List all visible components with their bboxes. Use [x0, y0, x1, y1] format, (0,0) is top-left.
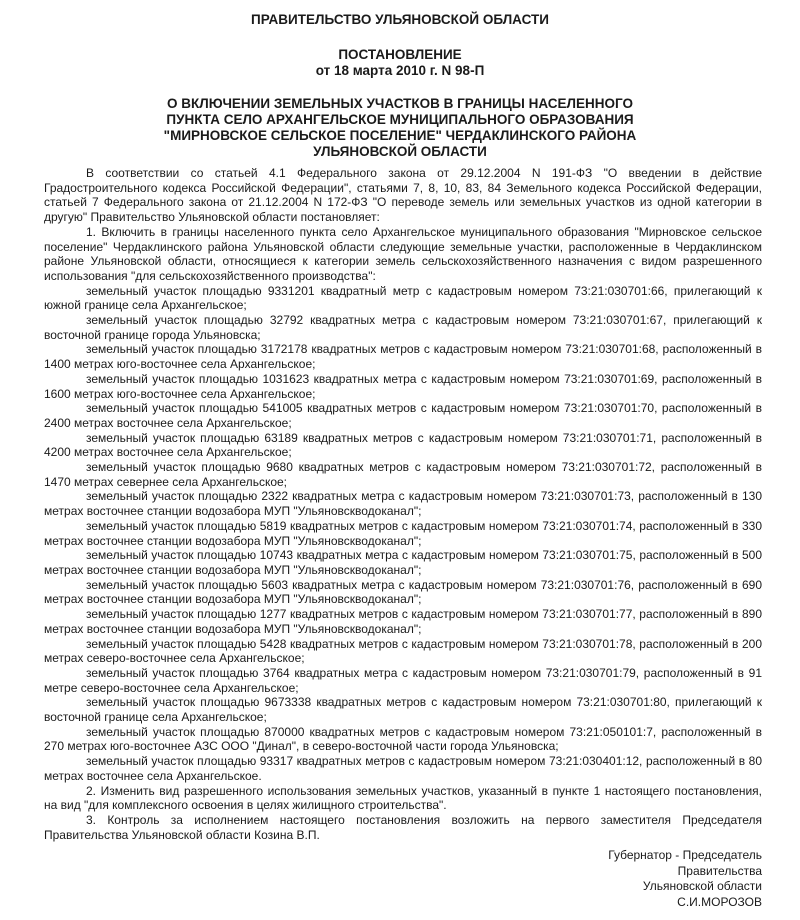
issuing-authority: ПРАВИТЕЛЬСТВО УЛЬЯНОВСКОЙ ОБЛАСТИ — [251, 12, 549, 27]
land-plot-item: земельный участок площадью 9331201 квадратный метр с кадастровым номером 73:21:030701:66, прилегающий к южной границе села Архангельское; — [44, 283, 762, 313]
land-plot-item: земельный участок площадью 5428 квадратных метров с кадастровым номером 73:21:030701:78, расположенный в 200 метрах северо-восточнее села Архангельское; — [44, 636, 762, 666]
land-plot-item: земельный участок площадью 32792 квадратных метра с кадастровым номером 73:21:030701:67, прилегающий к восточной границе города Ульяновска; — [44, 313, 762, 342]
land-plot-item: земельный участок площадью 5819 квадратных метров с кадастровым номером 73:21:030701:74, расположенный в 330 метрах восточнее станции водозабора МУП "Ульяновскводоканал"; — [44, 518, 762, 548]
title-line: "МИРНОВСКОЕ СЕЛЬСКОЕ ПОСЕЛЕНИЕ" ЧЕРДАКЛИНСКОГО РАЙОНА — [163, 128, 637, 143]
land-plot-item: земельный участок площадью 3764 квадратных метра с кадастровым номером 73:21:030701:79, расположенный в 91 метре северо-восточнее села Архангельское; — [44, 665, 762, 695]
land-plot-item: земельный участок площадью 9673338 квадратных метров с кадастровым номером 73:21:030701:80, прилегающий к восточной границе села Архангельское; — [44, 695, 762, 725]
title-line: О ВКЛЮЧЕНИИ ЗЕМЕЛЬНЫХ УЧАСТКОВ В ГРАНИЦЫ НАСЕЛЕННОГО — [166, 96, 634, 111]
title-line: ПУНКТА СЕЛО АРХАНГЕЛЬСКОЕ МУНИЦИПАЛЬНОГО ОБРАЗОВАНИЯ — [166, 112, 634, 127]
land-plot-item: земельный участок площадью 2322 квадратных метра с кадастровым номером 73:21:030701:73, расположенный в 130 метрах восточнее станции водозабора МУП "Ульяновскводоканал"; — [44, 489, 762, 519]
document-type: ПОСТАНОВЛЕНИЕ — [338, 47, 462, 62]
document-title — [0, 96, 800, 160]
signatory-name: С.И.МОРОЗОВ — [677, 894, 762, 909]
land-plot-item: земельный участок площадью 10743 квадратных метра с кадастровым номером 73:21:030701:75, расположенный в 500 метрах восточнее станции водозабора МУП "Ульяновскводоканал"; — [44, 548, 762, 577]
land-plot-item: земельный участок площадью 541005 квадратных метров с кадастровым номером 73:21:030701:70, расположенный в 2400 метрах восточнее села Архангельское; — [44, 401, 762, 430]
title-line: УЛЬЯНОВСКОЙ ОБЛАСТИ — [313, 144, 487, 159]
land-plot-item: земельный участок площадью 870000 квадратных метров с кадастровым номером 73:21:050101:7, расположенный в 270 метрах юго-восточнее АЗС ООО "Динал", в северо-восточной части города Ульяновска; — [44, 724, 762, 754]
point-1-paragraph: 1. Включить в границы населенного пункта село Архангельское муниципального образования "Мирновское сельское поселение" Чердаклинского района Ульяновской области следующие земельные участки, расположенные в Чердаклинском районе Ульяновской области, относящиеся к категории земель сельскохозяйственного назначения с видом разрешенного использования "для сельскохозяйственного производства": — [44, 224, 762, 283]
document-date-number: от 18 марта 2010 г. N 98-П — [315, 63, 485, 78]
point-2-paragraph: 2. Изменить вид разрешенного использования земельных участков, указанный в пункте 1 настоящего постановления, на вид "для комплексного освоения в целях жилищного строительства". — [44, 783, 762, 813]
signature-line: Правительства — [677, 863, 762, 878]
signature-block — [608, 848, 762, 910]
land-plot-item: земельный участок площадью 1031623 квадратных метра с кадастровым номером 73:21:030701:69, расположенный в 1600 метрах юго-восточнее села Архангельское; — [44, 371, 762, 401]
preamble-paragraph: В соответствии со статьей 4.1 Федерального закона от 29.12.2004 N 191-ФЗ "О введении в действие Градостроительного кодекса Российской Федерации", статьями 7, 8, 10, 83, 84 Земельного кодекса Российской Федерации, статьей 7 Федерального закона от 21.12.2004 N 172-ФЗ "О переводе земель или земельных участков из одной категории в другую" Правительство Ульяновской области постановляет: — [44, 166, 762, 225]
signature-line: Ульяновской области — [642, 879, 762, 893]
signature-line: Губернатор - Председатель — [608, 848, 762, 862]
document-body — [44, 166, 762, 842]
land-plot-item: земельный участок площадью 9680 квадратных метров с кадастровым номером 73:21:030701:72, расположенный в 1470 метрах севернее села Архангельское; — [44, 460, 762, 489]
land-plot-item: земельный участок площадью 3172178 квадратных метров с кадастровым номером 73:21:030701:68, расположенный в 1400 метрах юго-восточнее села Архангельское; — [44, 342, 762, 372]
land-plot-item: земельный участок площадью 63189 квадратных метров с кадастровым номером 73:21:030701:71, расположенный в 4200 метрах восточнее села Архангельское; — [44, 430, 762, 460]
land-plot-item: земельный участок площадью 93317 квадратных метров с кадастровым номером 73:21:030401:12, расположенный в 80 метрах восточнее села Архангельское. — [44, 754, 762, 783]
point-3-paragraph: 3. Контроль за исполнением настоящего постановления возложить на первого заместителя Председателя Правительства Ульяновской области Козина В.П. — [44, 812, 762, 842]
land-plot-item: земельный участок площадью 5603 квадратных метра с кадастровым номером 73:21:030701:76, расположенный в 690 метрах восточнее станции водозабора МУП "Ульяновскводоканал"; — [44, 577, 762, 607]
land-plot-item: земельный участок площадью 1277 квадратных метров с кадастровым номером 73:21:030701:77, расположенный в 890 метрах восточнее станции водозабора МУП "Ульяновскводоканал"; — [44, 607, 762, 636]
